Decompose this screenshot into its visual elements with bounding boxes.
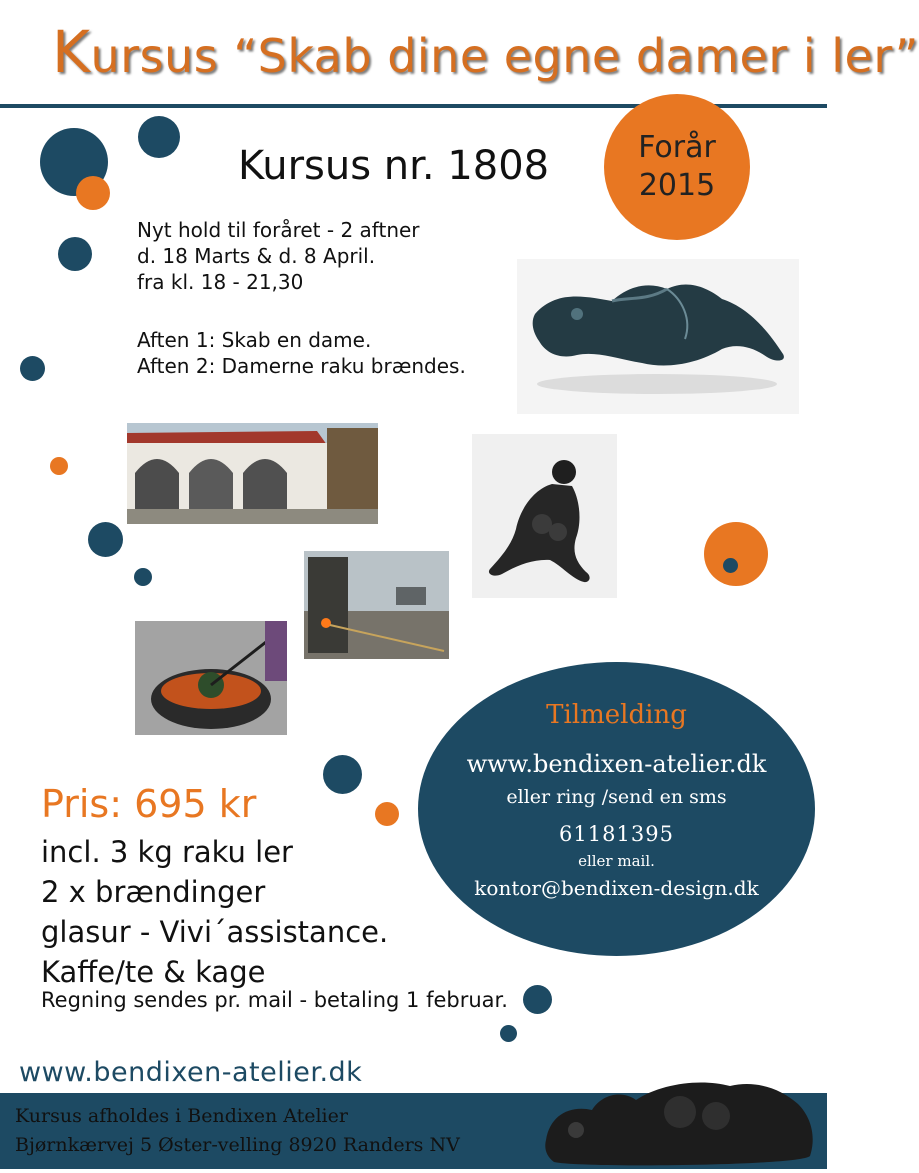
sculpture-photo-reclining <box>517 259 799 414</box>
footer-website-link[interactable]: www.bendixen-atelier.dk <box>19 1057 363 1088</box>
decor-dot <box>323 755 362 794</box>
billing-note: Regning sendes pr. mail - betaling 1 februar. <box>41 988 508 1012</box>
sculpture-photo-sitting <box>472 434 617 598</box>
intro-line: Nyt hold til foråret - 2 aftner <box>137 218 420 242</box>
intro-line: fra kl. 18 - 21,30 <box>137 270 304 294</box>
decor-dot <box>375 802 399 826</box>
footer-sculpture-image <box>540 1060 822 1169</box>
atelier-building-photo <box>127 423 378 524</box>
page-title <box>52 18 919 86</box>
footer-venue: Kursus afholdes i Bendixen Atelier <box>15 1105 348 1127</box>
included-item: Kaffe/te & kage <box>41 955 266 989</box>
registration-bubble <box>418 662 815 956</box>
raku-firing-photo <box>135 621 287 735</box>
registration-email-link[interactable]: kontor@bendixen-design.dk <box>474 876 759 900</box>
decor-dot <box>523 985 552 1014</box>
decor-dot <box>50 457 68 475</box>
decor-dot <box>20 356 45 381</box>
course-intro <box>137 217 466 379</box>
kiln-outdoor-photo <box>304 551 449 659</box>
season-year: 2015 <box>638 168 716 203</box>
registration-call-text: eller ring /send en sms <box>506 786 727 808</box>
registration-phone[interactable]: 61181395 <box>559 822 674 846</box>
price-heading: Pris: 695 kr <box>41 782 257 826</box>
included-list <box>41 832 388 992</box>
title-rest: ursus “Skab dine egne damer i ler” <box>90 29 919 83</box>
season-badge <box>604 94 750 240</box>
included-item: incl. 3 kg raku ler <box>41 835 293 869</box>
registration-mail-text: eller mail. <box>578 852 655 870</box>
decor-dot <box>704 522 768 586</box>
registration-title: Tilmelding <box>546 700 687 730</box>
decor-dot <box>58 237 92 271</box>
decor-dot <box>723 558 738 573</box>
decor-dot <box>500 1025 517 1042</box>
decor-dot <box>134 568 152 586</box>
evening-line: Aften 2: Damerne raku brændes. <box>137 354 466 378</box>
title-first-letter: K <box>52 18 91 86</box>
included-item: glasur - Vivi´assistance. <box>41 915 389 949</box>
included-item: 2 x brændinger <box>41 875 266 909</box>
decor-dot <box>138 116 180 158</box>
evening-line: Aften 1: Skab en dame. <box>137 328 372 352</box>
season-label: Forår <box>638 130 716 165</box>
footer-address: Bjørnkærvej 5 Øster-velling 8920 Randers NV <box>15 1134 460 1156</box>
decor-dot <box>76 176 110 210</box>
decor-dot <box>88 522 123 557</box>
registration-website-link[interactable]: www.bendixen-atelier.dk <box>466 750 767 778</box>
course-number: Kursus nr. 1808 <box>238 143 550 189</box>
intro-line: d. 18 Marts & d. 8 April. <box>137 244 376 268</box>
